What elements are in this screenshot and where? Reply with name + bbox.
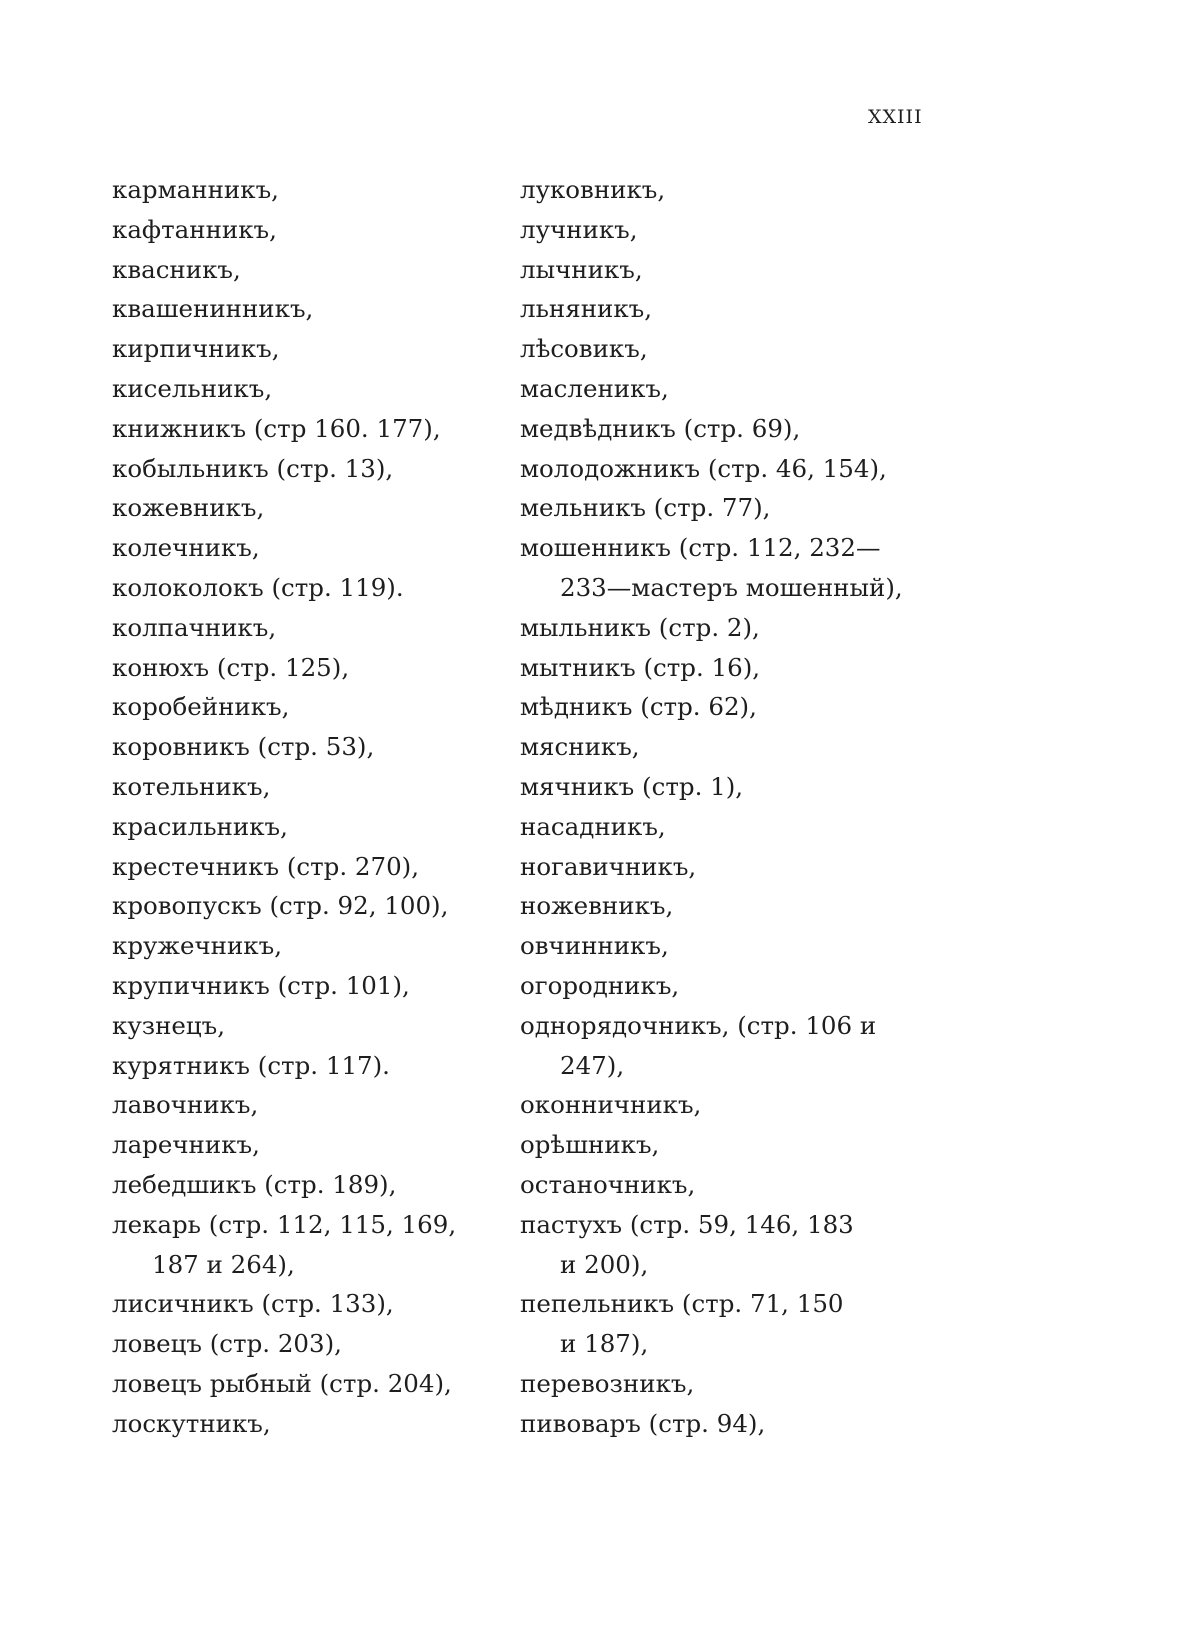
index-entry: лучникъ, bbox=[520, 214, 638, 244]
index-entry: лебедшикъ (стр. 189), bbox=[112, 1169, 397, 1199]
index-entry: перевозникъ, bbox=[520, 1368, 695, 1398]
index-entry: молодожникъ (стр. 46, 154), bbox=[520, 453, 887, 483]
index-entry: лавочникъ, bbox=[112, 1090, 259, 1120]
index-entry: оконничникъ, bbox=[520, 1090, 702, 1120]
index-entry: мельникъ (стр. 77), bbox=[520, 493, 771, 523]
index-entry: ножевникъ, bbox=[520, 891, 674, 921]
index-entry: кровопускъ (стр. 92, 100), bbox=[112, 891, 449, 921]
index-entry: красильникъ, bbox=[112, 811, 288, 841]
index-entry: пастухъ (стр. 59, 146, 183 bbox=[520, 1209, 854, 1239]
index-entry-continuation: 247), bbox=[560, 1050, 625, 1080]
index-entry: кафтанникъ, bbox=[112, 214, 277, 244]
index-entry: лоскутникъ, bbox=[112, 1408, 271, 1438]
right-column bbox=[520, 170, 940, 1444]
index-entry: орѣшникъ, bbox=[520, 1130, 660, 1160]
index-entry: ногавичникъ, bbox=[520, 851, 697, 881]
index-entry: конюхъ (стр. 125), bbox=[112, 652, 350, 682]
index-entry: масленикъ, bbox=[520, 373, 669, 403]
index-entry: кисельникъ, bbox=[112, 373, 273, 403]
index-entry: котельникъ, bbox=[112, 771, 271, 801]
index-entry: курятникъ (стр. 117). bbox=[112, 1050, 390, 1080]
index-entry: пепельникъ (стр. 71, 150 bbox=[520, 1289, 844, 1319]
index-entry: кружечникъ, bbox=[112, 931, 282, 961]
index-entry: мѣдникъ (стр. 62), bbox=[520, 692, 757, 722]
index-entry: лисичникъ (стр. 133), bbox=[112, 1289, 394, 1319]
index-entry: квашенинникъ, bbox=[112, 294, 314, 324]
index-entry-continuation: и 200), bbox=[560, 1249, 649, 1279]
index-entry: ловецъ (стр. 203), bbox=[112, 1329, 342, 1359]
index-entry: крупичникъ (стр. 101), bbox=[112, 970, 410, 1000]
index-entry: квасникъ, bbox=[112, 254, 241, 284]
index-entry: карманникъ, bbox=[112, 175, 279, 204]
index-entry: ловецъ рыбный (стр. 204), bbox=[112, 1368, 452, 1398]
index-entry: однорядочникъ, (стр. 106 и bbox=[520, 1010, 877, 1040]
index-entry: лычникъ, bbox=[520, 254, 643, 284]
index-entry: коробейникъ, bbox=[112, 692, 290, 722]
index-entry: мячникъ (стр. 1), bbox=[520, 771, 744, 801]
index-entry: кожевникъ, bbox=[112, 493, 265, 523]
left-column bbox=[112, 170, 502, 1444]
index-entry: колечникъ, bbox=[112, 533, 260, 563]
index-entry: огородникъ, bbox=[520, 970, 680, 1000]
index-entry-continuation: 233—мастеръ мошенный), bbox=[560, 572, 903, 602]
index-entry: луковникъ, bbox=[520, 175, 666, 204]
index-entry: мясникъ, bbox=[520, 732, 640, 762]
index-entry: колоколокъ (стр. 119). bbox=[112, 572, 404, 602]
index-entry: лекарь (стр. 112, 115, 169, bbox=[112, 1209, 457, 1239]
index-entry: лѣсовикъ, bbox=[520, 334, 648, 364]
index-entry: ларечникъ, bbox=[112, 1130, 260, 1160]
index-entry: пивоваръ (стр. 94), bbox=[520, 1408, 766, 1438]
index-entry: кирпичникъ, bbox=[112, 334, 280, 364]
index-entry-continuation: и 187), bbox=[560, 1329, 649, 1359]
index-entry: медвѣдникъ (стр. 69), bbox=[520, 413, 801, 443]
index-entry: коровникъ (стр. 53), bbox=[112, 732, 375, 762]
index-entry: кобыльникъ (стр. 13), bbox=[112, 453, 394, 483]
index-entry: колпачникъ, bbox=[112, 612, 277, 642]
index-entry: книжникъ (стр 160. 177), bbox=[112, 413, 441, 443]
index-entry-continuation: 187 и 264), bbox=[152, 1249, 295, 1279]
index-entry: крестечникъ (стр. 270), bbox=[112, 851, 420, 881]
index-entry: овчинникъ, bbox=[520, 931, 669, 961]
index-entry: мыльникъ (стр. 2), bbox=[520, 612, 760, 642]
index-entry: останочникъ, bbox=[520, 1169, 696, 1199]
index-entry: кузнецъ, bbox=[112, 1010, 226, 1040]
page-number: XXIII bbox=[868, 106, 923, 128]
index-entry: льняникъ, bbox=[520, 294, 653, 324]
index-entry: мытникъ (стр. 16), bbox=[520, 652, 761, 682]
index-entry: насадникъ, bbox=[520, 811, 666, 841]
index-entry: мошенникъ (стр. 112, 232— bbox=[520, 533, 881, 563]
